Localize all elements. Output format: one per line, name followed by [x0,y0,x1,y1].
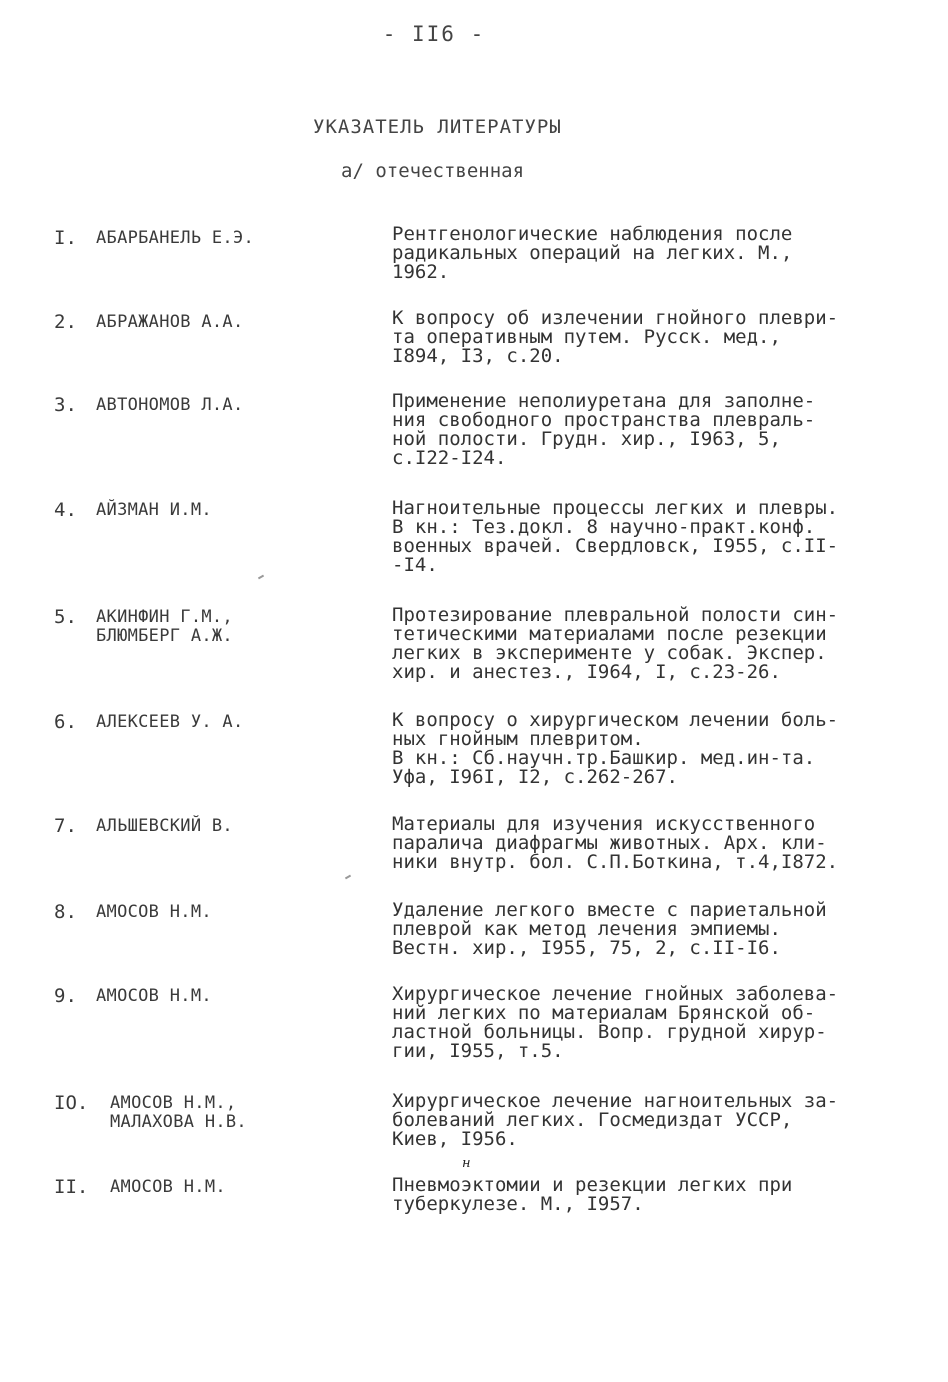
reference-author: АВТОНОМОВ Л.А. [96,395,244,415]
reference-text: Материалы для изучения искусственного паралича диафрагмы животных. Арх. кли- ники внутр. бол. С.П.Боткина, т.4,I872. [392,813,839,873]
reference-text: Рентгенологические наблюдения после радикальных операций на легких. М., 1962. [392,223,793,283]
stray-pen-mark [345,875,351,880]
reference-text: Удаление легкого вместе с париетальной плеврой как метод лечения эмпиемы. Вестн. хир., I955, 75, 2, с.II-I6. [392,899,827,959]
page-title: УКАЗАТЕЛЬ ЛИТЕРАТУРЫ [313,116,562,138]
reference-text: Хирургическое лечение гнойных заболева- ний легких по материалам Брянской об- ластной больницы. Вопр. грудной хирур- гии, I955, т.5. [392,983,839,1062]
reference-number: 6. [54,711,77,733]
reference-text: Применение неполиуретана для заполне- ния свободного пространства плевраль- ной полости. Грудн. хир., I963, 5, с.I22-I24. [392,390,816,469]
reference-number: 2. [54,311,77,333]
stray-pen-mark [258,575,264,580]
handwritten-correction: н [462,1156,471,1171]
reference-number: IO. [54,1092,89,1114]
reference-number: 3. [54,394,77,416]
reference-number: 9. [54,985,77,1007]
reference-text: Пневмоэктомии и резекции легких при туберкулезе. М., I957. [392,1174,793,1215]
reference-text: К вопросу об излечении гнойного плеври- та оперативным путем. Русск. мед., I894, I3, с.20. [392,307,839,367]
reference-author: АЛЬШЕВСКИЙ В. [96,816,233,836]
reference-number: 7. [54,815,77,837]
page-subtitle: а/ отечественная [341,160,525,182]
reference-number: 4. [54,499,77,521]
reference-author: АЙЗМАН И.М. [96,500,212,520]
reference-author: АБРАЖАНОВ А.А. [96,312,244,332]
reference-author: АЛЕКСЕЕВ У. А. [96,712,244,732]
reference-number: 8. [54,901,77,923]
page-number: - II6 - [382,22,486,46]
reference-text: Хирургическое лечение нагноительных за- болеваний легких. Госмедиздат УССР, Киев, I956. [392,1090,839,1150]
reference-text: К вопросу о хирургическом лечении боль- ных гнойным плевритом. В кн.: Сб.научн.тр.Башкир. мед.ин-та. Уфа, I96I, I2, с.262-267. [392,709,839,788]
reference-text: Нагноительные процессы легких и плевры. В кн.: Тез.докл. 8 научно-практ.конф. военных врачей. Свердловск, I955, с.II- -I4. [392,497,839,576]
reference-number: II. [54,1176,89,1198]
reference-author: АМОСОВ Н.М. [110,1177,226,1197]
reference-number: I. [54,227,77,249]
reference-number: 5. [54,606,77,628]
reference-author: АМОСОВ Н.М. [96,986,212,1006]
reference-author: АБАРБАНЕЛЬ Е.Э. [96,228,255,248]
reference-author: АКИНФИН Г.М., БЛЮМБЕРГ А.Ж. [96,607,233,646]
reference-text: Протезирование плевральной полости син- тетическими материалами после резекции легких в эксперименте у собак. Экспер. хир. и анестез., I964, I, с.23-26. [392,604,839,683]
reference-author: АМОСОВ Н.М., МАЛАХОВА Н.В. [110,1093,247,1132]
reference-author: АМОСОВ Н.М. [96,902,212,922]
